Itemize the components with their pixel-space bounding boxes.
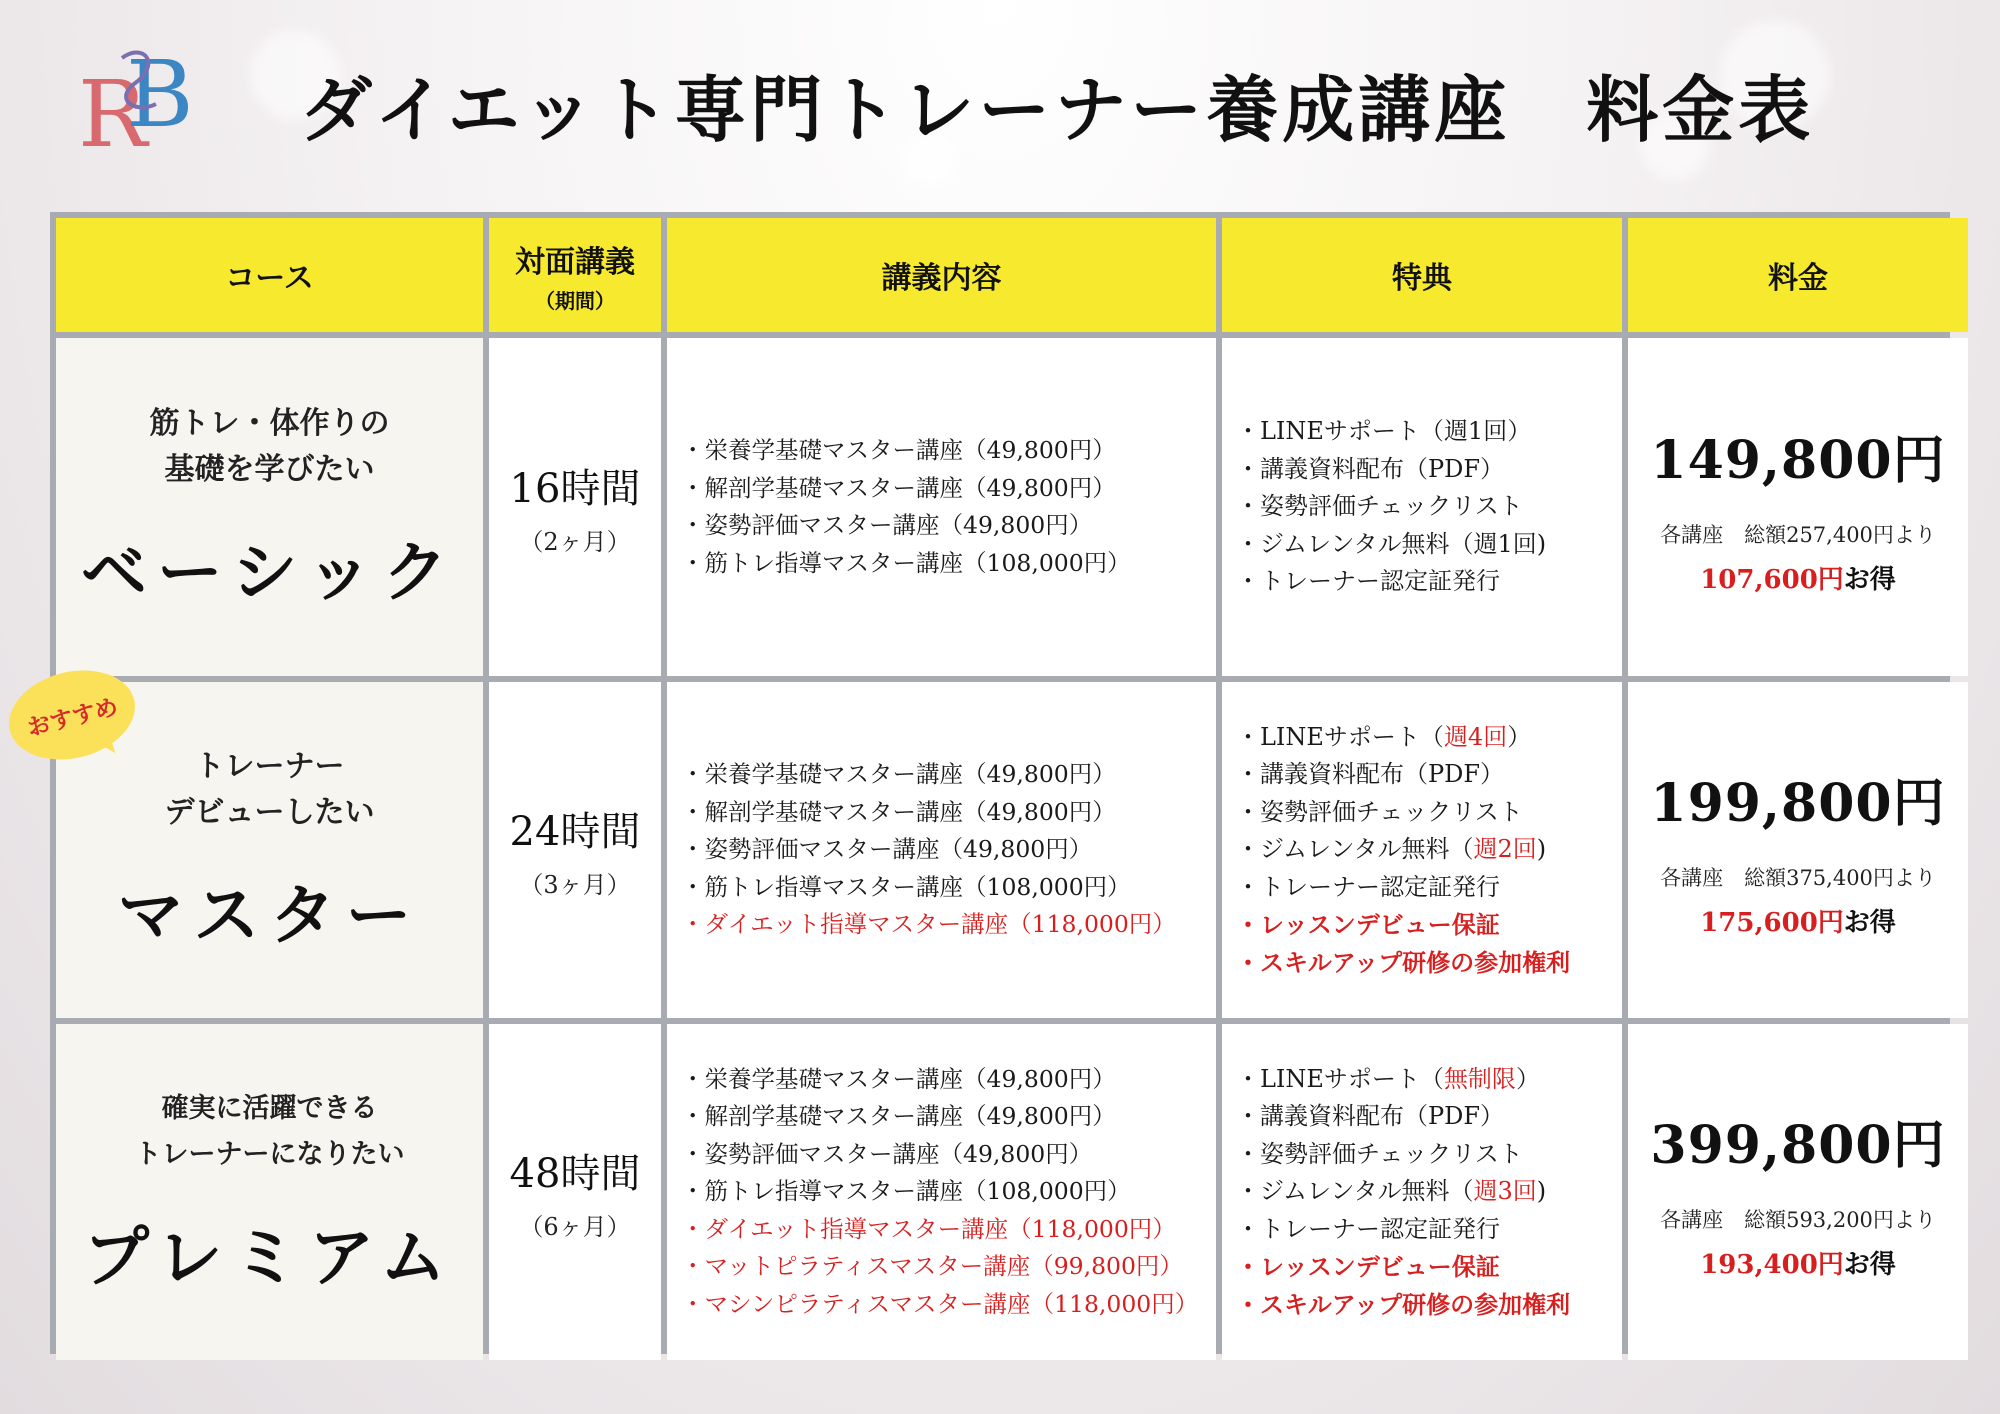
hours-cell-master [489,682,661,1018]
content-cell-master [667,682,1216,1018]
course-item: ・栄養学基礎マスター講座（49,800円） [681,436,1116,464]
price-amount: 149,800円 [1650,430,1946,491]
perk-item [1236,1061,1622,1099]
course-cell-basic [56,338,483,676]
perk-item [1236,1173,1622,1211]
perk-item [1236,413,1622,451]
perk-item [1236,719,1622,757]
price-savings [1700,559,1896,596]
perk-text: ・LINEサポート（ [1236,417,1444,446]
course-item-extra: ・ダイエット指導マスター講座（118,000円） [681,1214,1176,1243]
perk-text: ・姿勢評価チェックリスト [1236,797,1523,826]
course-item: ・姿勢評価マスター講座（49,800円） [681,1139,1093,1168]
perk-text-end: 週1回) [1473,529,1547,558]
hours-cell-premium [489,1024,661,1360]
price-total-note: 各講座 総額257,400円より [1660,523,1936,547]
perk-item [1236,526,1622,564]
course-tagline: 確実に活躍できる トレーナーになりたい [134,1092,405,1170]
perk-text: ・トレーナー認定証発行 [1236,1214,1500,1243]
perk-highlight: 無制限 [1443,1064,1516,1093]
content-cell-basic [667,338,1216,676]
lecture-hours: 24時間 [509,809,641,855]
perk-text-end: 週1回） [1443,417,1532,446]
course-item: ・解剖学基礎マスター講座（49,800円） [681,1102,1116,1131]
header-course-label: コース [225,261,314,296]
perk-text: ・ジムレンタル無料（ [1236,1177,1474,1206]
perk-item-extra: ・レッスンデビュー保証 [1236,910,1500,940]
savings-suffix: お得 [1843,908,1896,938]
lecture-duration: （3ヶ月） [519,871,631,899]
logo-letter-r: R [78,61,148,156]
perk-text: ・講義資料配布（PDF） [1236,454,1505,483]
perk-text: ・LINEサポート（ [1236,1064,1444,1093]
course-item: ・解剖学基礎マスター講座（49,800円） [681,473,1116,502]
perk-text: ・LINEサポート（ [1236,722,1444,751]
course-tagline: 筋トレ・体作りの 基礎を学びたい [149,405,390,487]
course-item-extra: ・ダイエット指導マスター講座（118,000円） [681,910,1176,939]
perk-text: ・講義資料配布（PDF） [1236,1102,1505,1131]
perk-item [1236,869,1622,907]
perk-item [1236,488,1622,526]
savings-amount: 175,600円 [1700,908,1844,938]
price-cell-master [1628,682,1968,1018]
perk-text: ・姿勢評価チェックリスト [1236,1139,1523,1168]
perk-text-end: ） [1507,722,1532,751]
perk-item-extra: ・スキルアップ研修の参加権利 [1236,947,1571,977]
header-content [667,218,1216,332]
price-amount: 199,800円 [1650,773,1946,834]
course-name: プレミアム [83,1218,456,1296]
price-savings [1700,1244,1896,1281]
perk-text: ・トレーナー認定証発行 [1236,567,1500,596]
perk-item-extra: ・スキルアップ研修の参加権利 [1236,1289,1571,1319]
perk-item-extra: ・レッスンデビュー保証 [1236,1252,1500,1282]
savings-suffix: お得 [1843,565,1896,595]
hours-cell-basic [489,338,661,676]
course-item: ・姿勢評価マスター講座（49,800円） [681,511,1093,539]
price-cell-basic [1628,338,1968,676]
lecture-hours: 48時間 [509,1151,641,1197]
perk-highlight: 週2回 [1473,835,1537,864]
lecture-hours: 16時間 [509,466,641,512]
header-course [56,218,483,332]
perks-cell-basic [1222,338,1622,676]
perk-text: ・ジムレンタル無料（ [1236,835,1474,864]
price-total-note: 各講座 総額593,200円より [1660,1208,1936,1232]
perk-text-end: ) [1536,1177,1547,1206]
course-name: ベーシック [80,533,459,611]
course-item: ・筋トレ指導マスター講座（108,000円） [681,1177,1131,1206]
header-price-label: 料金 [1768,261,1828,296]
header-perks [1222,218,1622,332]
course-item: ・栄養学基礎マスター講座（49,800円） [681,1064,1116,1093]
perk-item [1236,1098,1622,1136]
course-item: ・解剖学基礎マスター講座（49,800円） [681,797,1116,826]
course-item: ・筋トレ指導マスター講座（108,000円） [681,872,1131,901]
header-content-label: 講義内容 [881,261,1002,296]
course-item: ・栄養学基礎マスター講座（49,800円） [681,760,1116,789]
header-lecture-sub: （期間） [535,288,615,313]
perk-highlight: 週4回 [1443,722,1508,751]
course-item-extra: ・マットピラティスマスター講座（99,800円） [681,1252,1183,1281]
savings-amount: 107,600円 [1700,565,1844,595]
page-title: ダイエット専門トレーナー養成講座 料金表 [300,68,1815,152]
perk-item [1236,451,1622,489]
lecture-duration: （6ヶ月） [519,1213,631,1241]
perk-text: ・トレーナー認定証発行 [1236,872,1500,901]
perk-item [1236,794,1622,832]
header-lecture-label: 対面講義 [515,244,635,280]
price-amount: 399,800円 [1650,1115,1946,1176]
lecture-duration: （2ヶ月） [519,528,631,556]
perk-text-end: ） [1515,1064,1540,1093]
course-item-extra: ・マシンピラティスマスター講座（118,000円） [681,1289,1199,1318]
perk-text-end: ) [1536,835,1547,864]
perk-text: ・ジムレンタル無料（ [1236,529,1474,558]
header-perks-label: 特典 [1392,261,1452,296]
price-total-note: 各講座 総額375,400円より [1660,866,1936,890]
perk-item [1236,756,1622,794]
perk-item [1236,831,1622,869]
perks-cell-master [1222,682,1622,1018]
savings-suffix: お得 [1843,1250,1896,1280]
price-table [50,212,1950,1354]
recommend-badge: おすすめ [0,658,145,772]
perk-highlight: 週3回 [1473,1177,1537,1206]
course-item: ・筋トレ指導マスター講座（108,000円） [681,548,1131,577]
price-savings [1700,902,1896,939]
header-lecture [489,218,661,332]
course-tagline: トレーナー デビューしたい [164,748,375,830]
perk-text: ・講義資料配布（PDF） [1236,760,1505,789]
course-item: ・姿勢評価マスター講座（49,800円） [681,835,1093,864]
perks-cell-premium [1222,1024,1622,1360]
savings-amount: 193,400円 [1700,1250,1844,1280]
course-name: マスター [117,876,422,954]
price-cell-premium [1628,1024,1968,1360]
header-price [1628,218,1968,332]
perk-item [1236,1136,1622,1174]
perk-item [1236,1211,1622,1249]
logo-letter-b: B [126,44,194,148]
rb-logo [74,44,214,156]
course-cell-premium [56,1024,483,1360]
perk-text: ・姿勢評価チェックリスト [1236,492,1523,521]
content-cell-premium [667,1024,1216,1360]
perk-item [1236,563,1622,601]
